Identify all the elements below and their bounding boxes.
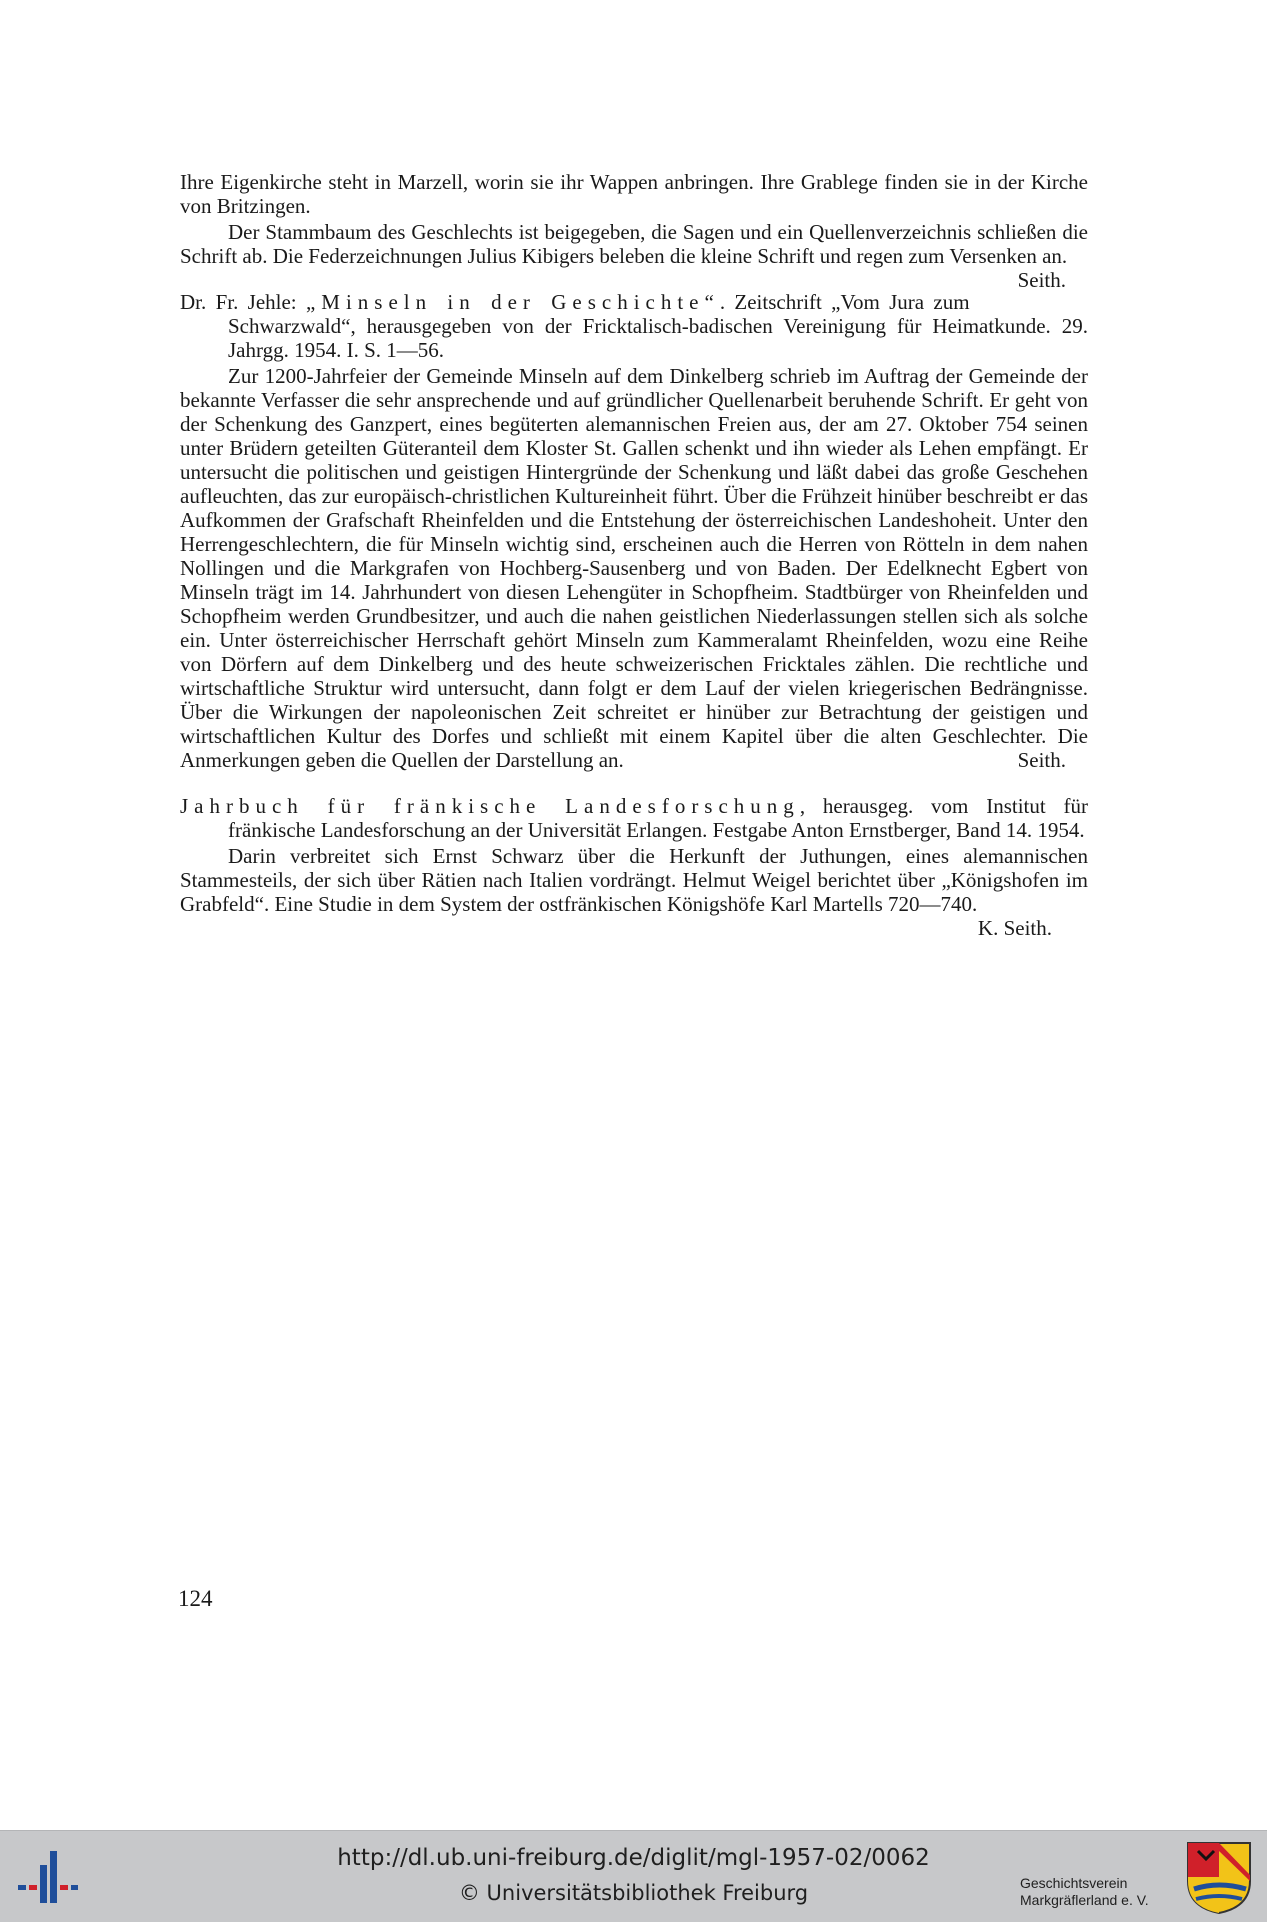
bibliography-entry-minseln (180, 290, 1088, 362)
entry-details-jahrbuch: , herausgeg. vom Institut für fränkische Landesforschung an der Universität Erlangen. Festgabe Anton Ernstberger, Band 14. 1954. (228, 794, 1089, 842)
bibliography-entry-jahrbuch (180, 794, 1088, 842)
coat-of-arms-icon (1186, 1841, 1252, 1915)
paragraph-1: Ihre Eigenkirche steht in Marzell, worin sie ihr Wappen anbringen. Ihre Grablege finden sie in der Kirche von Britzingen. (180, 170, 1088, 218)
paragraph-3 (180, 364, 1088, 772)
text-column (180, 170, 1088, 940)
paragraph-2-text: Der Stammbaum des Geschlechts ist beigegeben, die Sagen und ein Quellenverzeichnis schließen die Schrift ab. Die Federzeichnungen Julius Kibigers beleben die kleine Schrift und regen zum Versenken an. (180, 220, 1088, 268)
signature-seith-2: Seith. (1017, 748, 1066, 772)
permalink[interactable]: http://dl.ub.uni-freiburg.de/diglit/mgl-1957-02/0062 (337, 1845, 930, 1871)
entry-title-jahrbuch: Jahrbuch für fränkische Landesforschung (180, 794, 800, 818)
society-line-2: Markgräflerland e. V. (1020, 1892, 1149, 1908)
paragraph-4-text: Darin verbreitet sich Ernst Schwarz über die Herkunft der Juthungen, eines alemannischen Stammesteils, der sich über Rätien nach Italien vordrängt. Helmut Weigel berichtet über „Königshofen im Grabfeld“. Eine Studie in dem System der ostfränkischen Königshöfe Karl Martells 720—740. (180, 844, 1088, 916)
entry-title: „Minseln in der Geschichte“ (305, 290, 720, 314)
page-number: 124 (178, 1586, 213, 1611)
entry-details: . Zeitschrift „Vom Jura zum Schwarzwald“, herausgegeben von der Fricktalisch-badischen Vereinigung für Heimatkunde. 29. Jahrgg. 1954. I. S. 1—56. (228, 290, 1088, 362)
paragraph-2 (180, 220, 1088, 292)
society-line-1: Geschichtsverein (1020, 1875, 1128, 1891)
entry-author: Dr. Fr. Jehle: (180, 290, 306, 314)
paragraph-4 (180, 844, 1088, 940)
viewer-footer (0, 1830, 1267, 1922)
copyright-notice: © Universitätsbibliothek Freiburg (458, 1881, 809, 1905)
society-name (1020, 1875, 1149, 1909)
signature-seith: Seith. (1017, 268, 1066, 292)
signature-k-seith: K. Seith. (977, 916, 1052, 940)
paragraph-3-text: Zur 1200-Jahrfeier der Gemeinde Minseln auf dem Dinkelberg schrieb im Auftrag der Gemeinde der bekannte Verfasser die sehr ansprechende und auf gründlicher Quellenarbeit beruhende Schrift. Er geht von der Schenkung des Ganzpert, eines begüterten alemannischen Freien aus, der am 27. Oktober 754 seinen unter Brüdern geteilten Güteranteil dem Kloster St. Gallen schenkt und ihn wieder als Lehen empfängt. Er untersucht die politischen und geistigen Hintergründe der Schenkung und läßt dabei das große Geschehen aufleuchten, das zur europäisch-christlichen Kultureinheit führt. Über die Frühzeit hinüber beschreibt er das Aufkommen der Grafschaft Rheinfelden und die Entstehung der österreichischen Landeshoheit. Unter den Herrengeschlechtern, die für Minseln wichtig sind, erscheinen auch die Herren von Rötteln in dem nahen Nollingen und die Markgrafen von Hochberg-Sausenberg und von Baden. Der Edelknecht Egbert von Minseln trägt im 14. Jahrhundert von diesen Lehengüter in Schopfheim. Stadtbürger von Rheinfelden und Schopfheim werden Grundbesitzer, und auch die nahen geistlichen Niederlassungen stellen sich als solche ein. Unter österreichischer Herrschaft gehört Minseln zum Kammeralamt Rheinfelden, wozu eine Reihe von Dörfern auf dem Dinkelberg und des heute schweizerischen Fricktales zählen. Die rechtliche und wirtschaftliche Struktur wird untersucht, dann folgt er dem Lauf der vielen kriegerischen Bedrängnisse. Über die Wirkungen der napoleonischen Zeit schreitet er hinüber zur Betrachtung der geistigen und wirtschaftlichen Kultur des Dorfes und schließt mit einem Kapitel über die alten Geschlechter. Die Anmerkungen geben die Quellen der Darstellung an. (180, 364, 1088, 772)
